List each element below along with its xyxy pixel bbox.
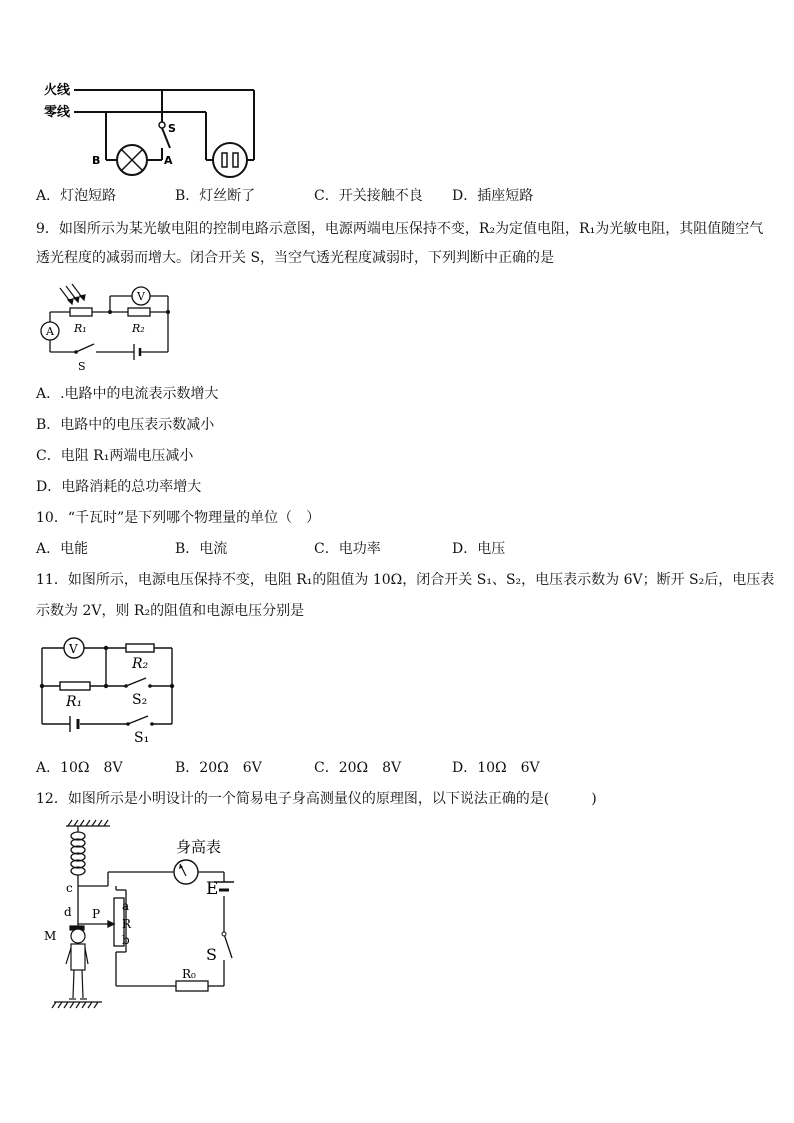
point-b-label: B <box>92 154 101 167</box>
neutral-wire-label: 零线 <box>44 105 71 120</box>
r1-resistor-icon <box>70 308 92 316</box>
r2-resistor-icon <box>128 308 150 316</box>
r1-label: R₁ <box>74 322 87 335</box>
battery-icon <box>134 344 140 360</box>
point-a-label: A <box>164 154 173 167</box>
q10-stem: 10．“千瓦时”是下列哪个物理量的单位（ ） <box>36 510 321 526</box>
meter-label: 身高表 <box>176 838 222 856</box>
q9-option-c[interactable]: C．电阻 R₁两端电压减小 <box>36 448 194 464</box>
q11-stem-line1: 11．如图所示，电源电压保持不变，电阻 R₁的阻值为 10Ω，闭合开关 S₁、S₂，电压表示数为 6V；断开 S₂后，电压表 <box>36 572 775 588</box>
q8-option-b[interactable]: B．灯丝断了 <box>175 188 256 204</box>
rheostat-r-label: R <box>122 917 132 931</box>
person-m-label: M <box>44 929 57 943</box>
q11-option-d[interactable]: D．10Ω 6V <box>452 760 540 776</box>
q8-option-c[interactable]: C．开关接触不良 <box>314 188 423 204</box>
height-meter-icon <box>174 860 198 884</box>
switch-contact-icon <box>159 122 165 128</box>
r1-label: R₁ <box>66 694 83 710</box>
q10-option-c[interactable]: C．电功率 <box>314 541 381 557</box>
light-rays-icon <box>60 284 85 304</box>
rheostat-a-label: a <box>122 899 130 913</box>
rheostat-b-label: b <box>122 933 130 947</box>
ammeter-icon <box>41 322 59 340</box>
s1-label: S₁ <box>134 730 150 746</box>
voltmeter-icon <box>132 287 150 305</box>
switch-s-label: S <box>78 360 86 373</box>
q9-stem-line2: 透光程度的减弱而增大。闭合开关 S，当空气透光程度减弱时，下列判断中正确的是 <box>36 250 555 266</box>
q11-stem-line2: 示数为 2V，则 R₂的阻值和电源电压分别是 <box>36 603 305 619</box>
q11-circuit-figure <box>34 632 184 748</box>
q9-stem-line1: 9．如图所示为某光敏电阻的控制电路示意图，电源两端电压保持不变，R₂为定值电阻，R₁为光敏电阻，其阻值随空气 <box>36 221 764 237</box>
voltmeter-label: V <box>137 290 145 303</box>
spring-icon <box>71 826 85 928</box>
q11-option-b[interactable]: B．20Ω 6V <box>175 760 262 776</box>
q8-option-a[interactable]: A．灯泡短路 <box>36 188 117 204</box>
lamp-icon <box>117 145 147 175</box>
r1-resistor-icon <box>60 682 90 690</box>
switch-s-label: S <box>168 122 176 135</box>
person-icon <box>66 926 88 999</box>
q9-circuit-figure <box>36 282 186 374</box>
live-wire-label: 火线 <box>44 83 71 98</box>
q10-option-a[interactable]: A．电能 <box>36 541 89 557</box>
q10-option-d[interactable]: D．电压 <box>452 541 506 557</box>
r2-label: R₂ <box>132 322 145 335</box>
point-d-label: d <box>64 905 72 919</box>
socket-icon <box>213 143 247 177</box>
slider-p-label: P <box>92 907 101 921</box>
q9-option-d[interactable]: D．电路消耗的总功率增大 <box>36 479 202 495</box>
ammeter-label: A <box>46 325 54 338</box>
q12-stem: 12．如图所示是小明设计的一个简易电子身高测量仪的原理图，以下说法正确的是( ) <box>36 791 597 807</box>
s2-label: S₂ <box>132 692 148 708</box>
battery-e-label: E <box>206 879 219 899</box>
battery-icon <box>70 716 78 732</box>
switch-s-label: S <box>206 945 217 964</box>
r0-resistor-icon <box>176 981 208 991</box>
q8-circuit-figure <box>40 78 270 178</box>
r2-label: R₂ <box>132 656 149 672</box>
r2-resistor-icon <box>126 644 154 652</box>
q11-option-c[interactable]: C．20Ω 8V <box>314 760 402 776</box>
q9-option-a[interactable]: A．.电路中的电流表示数增大 <box>36 386 219 402</box>
q12-height-meter-figure <box>36 818 256 1018</box>
r0-label: R₀ <box>182 967 196 981</box>
q9-option-b[interactable]: B．电路中的电压表示数减小 <box>36 417 215 433</box>
voltmeter-icon <box>64 638 84 658</box>
q10-option-b[interactable]: B．电流 <box>175 541 228 557</box>
point-c-label: c <box>66 881 73 895</box>
q8-option-d[interactable]: D．插座短路 <box>452 188 534 204</box>
voltmeter-label: V <box>69 642 78 656</box>
q11-option-a[interactable]: A．10Ω 8V <box>36 760 123 776</box>
